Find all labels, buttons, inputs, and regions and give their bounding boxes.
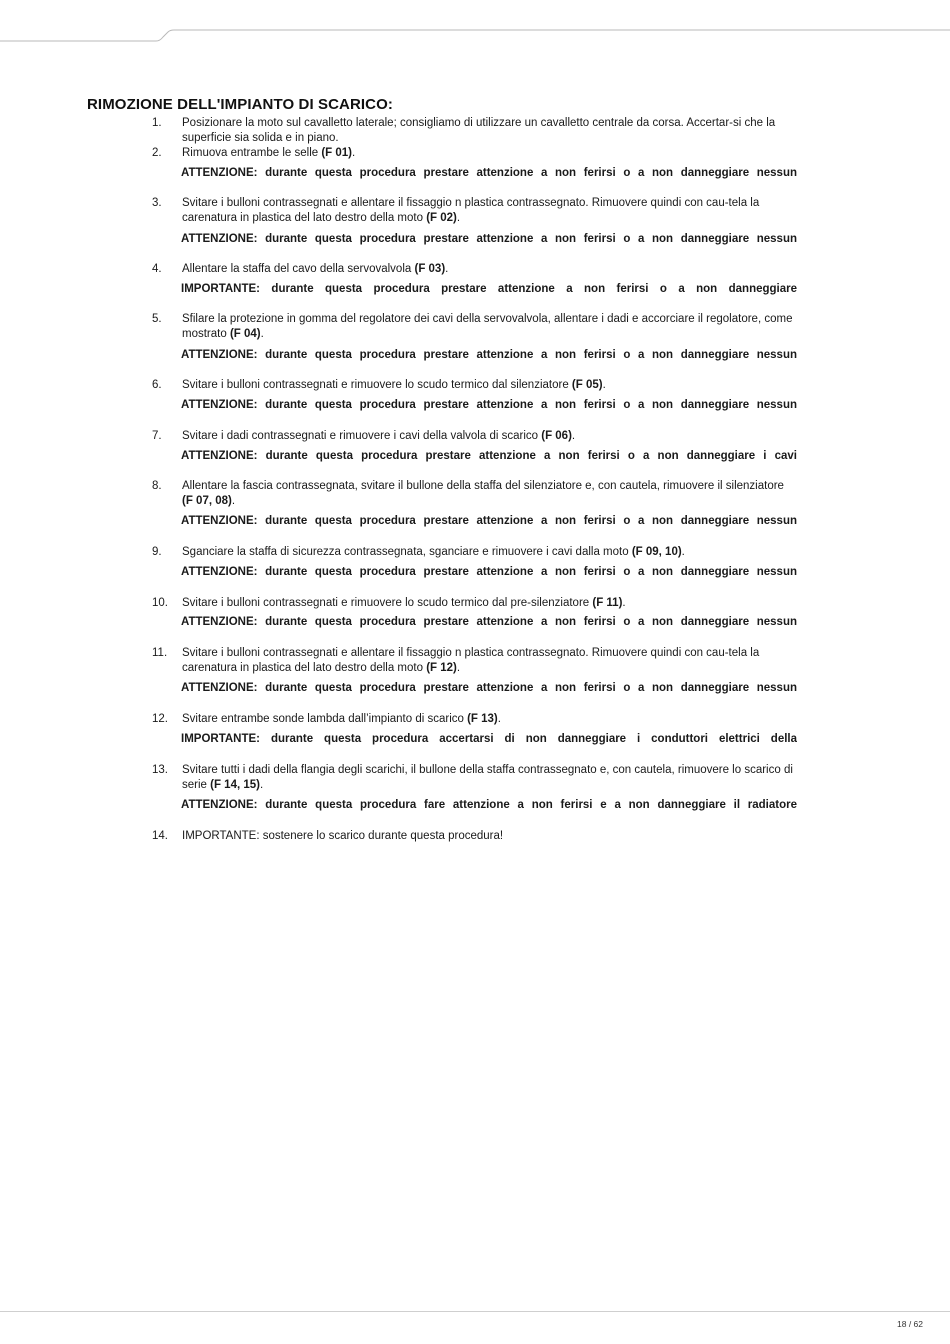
step-number: 8. bbox=[152, 480, 162, 492]
step-number: 3. bbox=[152, 197, 162, 209]
step-number: 14. bbox=[152, 830, 168, 842]
warning-note: ATTENZIONE: durante questa procedura prestare attenzione a non ferirsi o a non danneggiare nessun bbox=[181, 566, 797, 578]
step-text: IMPORTANTE: sostenere lo scarico durante questa procedura! bbox=[182, 830, 504, 842]
step-text: Sfilare la protezione in gomma del regolatore dei cavi della servovalvola, allentare i dadi e accorciare il regolatore, come mostrato (F 04). bbox=[182, 313, 793, 340]
warning-note: IMPORTANTE: durante questa procedura prestare attenzione a non ferirsi o a non danneggiare bbox=[181, 283, 797, 295]
step-text: Svitare i dadi contrassegnati e rimuovere i cavi della valvola di scarico (F 06). bbox=[182, 430, 576, 442]
step-text: Svitare i bulloni contrassegnati e rimuovere lo scudo termico dal silenziatore (F 05). bbox=[182, 379, 606, 391]
warning-note: ATTENZIONE: durante questa procedura prestare attenzione a non ferirsi o a non danneggiare nessun bbox=[181, 399, 797, 411]
warning-note: ATTENZIONE: durante questa procedura prestare attenzione a non ferirsi o a non danneggiare i cavi bbox=[181, 450, 797, 462]
warning-note: IMPORTANTE: durante questa procedura accertarsi di non danneggiare i conduttori elettrici della bbox=[181, 733, 797, 745]
step-text: Allentare la fascia contrassegnata, svitare il bullone della staffa del silenziatore e, con cautela, rimuovere il silenziatore (F 07, 08). bbox=[182, 480, 784, 507]
step-text: Posizionare la moto sul cavalletto laterale; consigliamo di utilizzare un cavalletto centrale da corsa. Accertar-si che la superficie sia solida e in piano. bbox=[182, 117, 776, 144]
step-number: 6. bbox=[152, 379, 162, 391]
step-text: Sganciare la staffa di sicurezza contrassegnata, sganciare e rimuovere i cavi dalla moto (F 09, 10). bbox=[182, 546, 685, 558]
step-number: 7. bbox=[152, 430, 162, 442]
step-number: 1. bbox=[152, 117, 162, 129]
step-text: Svitare i bulloni contrassegnati e rimuovere lo scudo termico dal pre-silenziatore (F 11). bbox=[182, 597, 626, 609]
step-number: 12. bbox=[152, 713, 168, 725]
step-number: 2. bbox=[152, 147, 162, 159]
step-text: Allentare la staffa del cavo della servovalvola (F 03). bbox=[182, 263, 449, 275]
step-text: Svitare i bulloni contrassegnati e allentare il fissaggio n plastica contrassegnato. Rimuovere quindi con cau-tela la carenatura in plastica del lato destro della moto (F 02). bbox=[182, 197, 760, 224]
warning-note: ATTENZIONE: durante questa procedura prestare attenzione a non ferirsi o a non danneggiare nessun bbox=[181, 349, 797, 361]
step-text: Svitare i bulloni contrassegnati e allentare il fissaggio n plastica contrassegnato. Rimuovere quindi con cau-tela la carenatura in plastica del lato destro della moto (F 12). bbox=[182, 647, 760, 674]
step-number: 4. bbox=[152, 263, 162, 275]
step-text: Svitare tutti i dadi della flangia degli scarichi, il bullone della staffa contrassegnato e, con cautela, rimuovere lo scarico di serie (F 14, 15). bbox=[182, 764, 793, 791]
step-number: 13. bbox=[152, 764, 168, 776]
step-number: 11. bbox=[152, 647, 168, 659]
step-number: 5. bbox=[152, 313, 162, 325]
warning-note: ATTENZIONE: durante questa procedura prestare attenzione a non ferirsi o a non danneggiare nessun bbox=[181, 515, 797, 527]
step-text: Rimuova entrambe le selle (F 01). bbox=[182, 147, 356, 159]
page-title: RIMOZIONE DELL'IMPIANTO DI SCARICO: bbox=[87, 96, 393, 113]
warning-note: ATTENZIONE: durante questa procedura prestare attenzione a non ferirsi o a non danneggiare nessun bbox=[181, 233, 797, 245]
page-number: 18 / 62 bbox=[897, 1319, 923, 1329]
warning-note: ATTENZIONE: durante questa procedura prestare attenzione a non ferirsi o a non danneggiare nessun bbox=[181, 616, 797, 628]
footer-divider bbox=[0, 1311, 950, 1312]
warning-note: ATTENZIONE: durante questa procedura prestare attenzione a non ferirsi o a non danneggiare nessun bbox=[181, 167, 797, 179]
warning-note: ATTENZIONE: durante questa procedura fare attenzione a non ferirsi e a non danneggiare il radiatore bbox=[181, 799, 797, 811]
step-text: Svitare entrambe sonde lambda dall’impianto di scarico (F 13). bbox=[182, 713, 501, 725]
step-number: 10. bbox=[152, 597, 168, 609]
warning-note: ATTENZIONE: durante questa procedura prestare attenzione a non ferirsi o a non danneggiare nessun bbox=[181, 682, 797, 694]
step-number: 9. bbox=[152, 546, 162, 558]
